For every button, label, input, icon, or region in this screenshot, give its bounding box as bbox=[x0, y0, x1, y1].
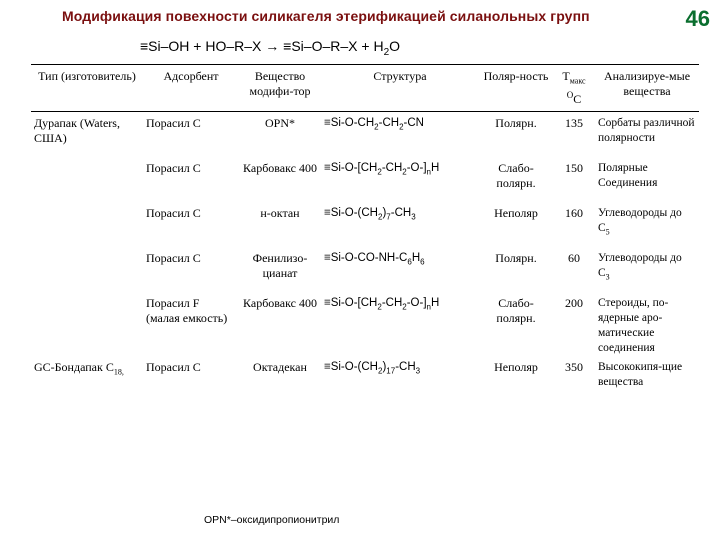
cell-structure bbox=[321, 112, 479, 160]
cell-polarity: Полярн. bbox=[495, 251, 537, 266]
cell-structure bbox=[321, 204, 479, 249]
cell-structure bbox=[321, 159, 479, 204]
cell-tmax: 135 bbox=[565, 116, 583, 131]
water-oxygen: O bbox=[389, 38, 401, 54]
formula-subscript: n bbox=[426, 302, 431, 312]
col-header-modifier: Вещество модифи-тор bbox=[249, 69, 311, 98]
cell-analytes: Полярные Соединения bbox=[598, 162, 658, 190]
cell-type bbox=[31, 159, 143, 204]
table-row bbox=[31, 358, 699, 403]
analytes-subscript: 3 bbox=[605, 272, 610, 282]
water-subscript: 2 bbox=[383, 46, 390, 58]
reaction-products: ≡Si–O–R–X + H bbox=[279, 38, 384, 54]
col-header-structure: Структура bbox=[373, 69, 427, 83]
cell-tmax: 350 bbox=[565, 360, 583, 375]
formula-text: -CH bbox=[390, 207, 412, 220]
formula-text: H bbox=[430, 162, 440, 175]
reaction-arrow: → bbox=[265, 38, 280, 54]
formula-subscript: 2 bbox=[402, 302, 407, 312]
reaction-reactants: ≡Si–OH + HO–R–X bbox=[140, 38, 266, 54]
formula-text: -CN bbox=[403, 117, 424, 130]
cell-adsorbent: Порасил F (малая емкость) bbox=[146, 296, 228, 326]
col-header-adsorbent: Адсорбент bbox=[163, 69, 219, 83]
cell-analytes: Сорбаты различной полярности bbox=[598, 117, 695, 145]
formula-text: ≡Si-O-CH bbox=[324, 117, 375, 130]
cell-adsorbent: Порасил C bbox=[146, 161, 201, 176]
cell-modifier: Карбовакс 400 bbox=[243, 296, 317, 311]
formula-text: -O-] bbox=[406, 162, 427, 175]
cell-modifier: н-октан bbox=[260, 206, 300, 221]
footnote: OPN*–оксидипропионитрил bbox=[204, 514, 340, 526]
formula-text: -O-] bbox=[406, 297, 427, 310]
cell-adsorbent: Порасил C bbox=[146, 116, 201, 131]
formula-text: -CH bbox=[381, 162, 403, 175]
cell-polarity: Неполяр bbox=[494, 360, 538, 375]
formula-subscript: 2 bbox=[377, 366, 383, 376]
page-number: 46 bbox=[685, 6, 710, 31]
formula-text: ≡Si-O-(CH bbox=[324, 207, 378, 220]
table-row bbox=[31, 294, 699, 358]
col-header-analytes: Анализируе-мые вещества bbox=[603, 69, 691, 98]
formula-subscript: 6 bbox=[420, 257, 425, 267]
cell-modifier: Октадекан bbox=[253, 360, 307, 375]
cell-type bbox=[31, 294, 143, 358]
cell-type bbox=[31, 249, 143, 294]
formula-subscript: 2 bbox=[374, 122, 379, 132]
tmax-symbol: T bbox=[562, 69, 570, 83]
table-row bbox=[31, 112, 699, 160]
col-header-polarity: Поляр-ность bbox=[483, 69, 549, 83]
formula-text: ) bbox=[382, 361, 387, 374]
cell-tmax: 60 bbox=[568, 251, 580, 266]
cell-type bbox=[31, 204, 143, 249]
cell-modifier: Карбовакс 400 bbox=[243, 161, 317, 176]
col-header-tmax bbox=[553, 65, 595, 112]
formula-text: -CH bbox=[381, 297, 403, 310]
formula-subscript: 2 bbox=[377, 167, 382, 177]
cell-type bbox=[31, 358, 143, 403]
formula-subscript: 2 bbox=[402, 167, 407, 177]
col-header-type: Тип (изготовитель) bbox=[38, 69, 136, 83]
type-text: GC-Бондапак C bbox=[34, 360, 114, 375]
formula-subscript: 2 bbox=[399, 122, 404, 132]
cell-polarity: Полярн. bbox=[495, 116, 537, 131]
table-header-row bbox=[31, 65, 699, 112]
cell-polarity: Неполяр bbox=[494, 206, 538, 221]
formula-subscript: 2 bbox=[377, 302, 382, 312]
cell-tmax: 200 bbox=[565, 296, 583, 311]
cell-structure bbox=[321, 249, 479, 294]
formula-text: ≡Si-O-[CH bbox=[324, 162, 378, 175]
cell-analytes bbox=[595, 204, 699, 249]
formula-subscript: 3 bbox=[411, 212, 416, 222]
formula-text: H bbox=[411, 252, 421, 265]
formula-subscript: 3 bbox=[415, 366, 421, 376]
tmax-unit: C bbox=[573, 92, 582, 107]
page-title: Модификация повехности силикагеля этерификацией силанольных групп bbox=[62, 8, 590, 24]
formula-subscript: 6 bbox=[407, 257, 412, 267]
formula-subscript: 2 bbox=[377, 212, 383, 222]
analytes-text: Углеводороды до C bbox=[598, 207, 682, 235]
cell-tmax: 150 bbox=[565, 161, 583, 176]
type-subscript: 18, bbox=[113, 367, 124, 377]
cell-modifier: Фенилизо-цианат bbox=[252, 251, 308, 281]
cell-adsorbent: Порасил C bbox=[146, 251, 201, 266]
analytes-subscript: 5 bbox=[605, 227, 610, 237]
reaction-equation bbox=[140, 38, 400, 58]
table-row bbox=[31, 249, 699, 294]
cell-type: Дурапак (Waters, США) bbox=[34, 116, 120, 146]
cell-analytes bbox=[595, 249, 699, 294]
formula-text: -CH bbox=[395, 361, 416, 374]
cell-adsorbent: Порасил C bbox=[146, 206, 201, 221]
formula-text: ≡Si-O-[CH bbox=[324, 297, 378, 310]
formula-text: ≡Si-O-CO-NH-C bbox=[324, 252, 408, 265]
formula-subscript: 17 bbox=[386, 366, 396, 376]
formula-text: ) bbox=[382, 207, 387, 220]
tmax-degree: O bbox=[566, 90, 574, 101]
cell-modifier: OPN* bbox=[264, 116, 295, 131]
formula-text: H bbox=[430, 297, 440, 310]
modification-table bbox=[31, 64, 699, 403]
cell-analytes: Стероиды, по-ядерные аро-матические соединения bbox=[598, 297, 669, 355]
cell-adsorbent: Порасил C bbox=[146, 360, 201, 375]
formula-subscript: n bbox=[426, 167, 431, 177]
cell-structure bbox=[321, 358, 479, 403]
cell-polarity: Слабо-полярн. bbox=[496, 296, 536, 326]
cell-structure bbox=[321, 294, 479, 358]
table-row bbox=[31, 159, 699, 204]
formula-text: -CH bbox=[378, 117, 400, 130]
cell-polarity: Слабо-полярн. bbox=[496, 161, 536, 191]
analytes-text: Углеводороды до C bbox=[598, 252, 682, 280]
formula-text: ≡Si-O-(CH bbox=[324, 361, 378, 374]
tmax-subscript: макс bbox=[569, 76, 586, 86]
formula-subscript: 7 bbox=[386, 212, 391, 222]
table-row bbox=[31, 204, 699, 249]
cell-analytes: Высококипя-щие вещества bbox=[598, 361, 683, 389]
cell-tmax: 160 bbox=[565, 206, 583, 221]
